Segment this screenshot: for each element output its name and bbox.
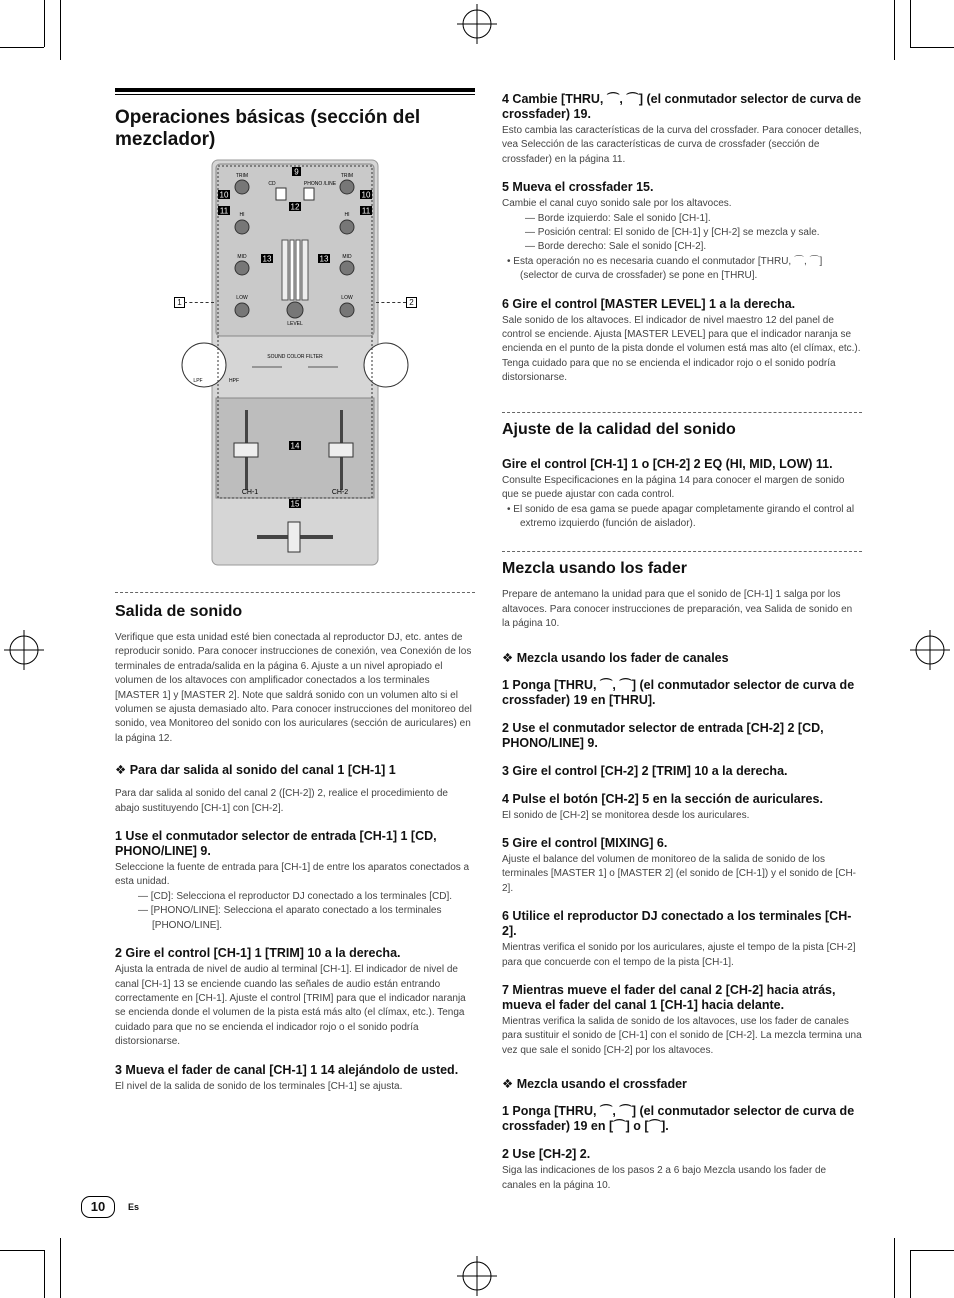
label-trim: TRIM [340, 173, 354, 179]
right-column [502, 92, 862, 1193]
step-heading: 2 Use el conmutador selector de entrada [CH-2] 2 [CD, PHONO/LINE] 9. [502, 720, 824, 750]
paragraph: Siga las indicaciones de los pasos 2 a 6 bajo Mezcla usando los fader de canales en la página 10. [502, 1165, 827, 1191]
registration-mark [457, 4, 497, 44]
step-heading: 6 Utilice el reproductor DJ conectado a los terminales [CH-2]. [502, 909, 852, 939]
left-column [115, 88, 475, 151]
callout-9: 9 [294, 167, 299, 177]
label-hpf: HPF [229, 378, 239, 384]
callout-10: 10 [219, 190, 229, 200]
language-code: Es [128, 1202, 140, 1212]
step-heading: Gire el control [CH-1] 1 o [CH-2] 2 EQ (HI, MID, LOW) 11. [502, 456, 833, 471]
label-sound-color-filter: SOUND COLOR FILTER [267, 354, 323, 360]
step-heading: 3 Mueva el fader de canal [CH-1] 1 14 alejándolo de usted. [115, 1062, 459, 1077]
label-ch1: CH-1 [241, 489, 259, 496]
step-heading: 1 Ponga [THRU, ⌒, ⌒] (el conmutador selector de curva de crossfader) 19 en [THRU]. [502, 677, 855, 707]
divider [502, 412, 862, 413]
divider [115, 592, 475, 593]
paragraph: Para dar salida al sonido del canal 2 ([CH-2]) 2, realice el procedimiento de abajo sustituyendo [CH-1] con [CH-2]. [115, 788, 448, 814]
bullet-item: • Esta operación no es necesaria cuando el conmutador [THRU, ⌒, ⌒] (selector de curva de crossfader) se pone en [THRU]. [507, 255, 823, 282]
step-heading: 7 Mientras mueve el fader del canal 2 [CH-2] hacia atrás, mueva el fader del canal 1 [CH-1] hacia delante. [502, 982, 836, 1012]
divider [502, 551, 862, 552]
list-item: — Borde derecho: Sale el sonido [CH-2]. [525, 241, 707, 253]
step-heading: 6 Gire el control [MASTER LEVEL] 1 a la derecha. [502, 296, 796, 311]
subsection-title: ❖ Para dar salida al sonido del canal 1 [CH-1] 1 [115, 763, 396, 778]
list-item: — Borde izquierdo: Sale el sonido [CH-1]. [525, 212, 711, 224]
callout-13: 13 [262, 254, 272, 264]
title-rule [115, 88, 475, 95]
step-heading: 2 Use [CH-2] 2. [502, 1147, 591, 1162]
label-low: LOW [236, 295, 248, 301]
registration-mark [457, 1256, 497, 1296]
paragraph: Sale sonido de los altavoces. El indicador de nivel maestro 12 del panel de control se enciende. Ajusta [MASTER LEVEL] para que el indicador naranja se encienda en el punto de la pista donde el volumen está mas alto (el clímax, etc.). Tenga cuidado para que no se encienda el indicador rojo o el sonido podría distorsionarse. [502, 314, 861, 384]
callout-13: 13 [319, 254, 329, 264]
paragraph: Seleccione la fuente de entrada para [CH-1] de entre los aparatos conectados a esta unidad. [115, 862, 470, 888]
label-hi: HI [239, 212, 245, 218]
callout-1: 1 [174, 297, 185, 308]
subsection-title: ❖ Mezcla usando los fader de canales [502, 650, 729, 665]
bullet-item: • El sonido de esa gama se puede apagar completamente girando el control al extremo izquierdo (función de aislador). [507, 503, 855, 529]
list-item: — [CD]: Selecciona el reproductor DJ conectado a los terminales [CD]. [138, 890, 453, 902]
callout-11: 11 [361, 206, 371, 216]
step-heading: 1 Ponga [THRU, ⌒, ⌒] (el conmutador selector de curva de crossfader) 19 en [⌒] o [⌒]. [502, 1104, 855, 1134]
salida-section [115, 592, 475, 1094]
callout-10: 10 [361, 190, 371, 200]
section-title: Ajuste de la calidad del sonido [502, 420, 736, 438]
label-hi: HI [344, 212, 350, 218]
list-item: — Posición central: El sonido de [CH-1] y [CH-2] se mezcla y sale. [525, 227, 820, 239]
section-title: Salida de sonido [115, 603, 243, 620]
step-heading: 5 Mueva el crossfader 15. [502, 180, 654, 195]
mixer-diagram [193, 160, 378, 565]
label-lpf: LPF [193, 378, 203, 384]
paragraph: Ajusta la entrada de nivel de audio al terminal [CH-1]. El indicador de nivel de canal [CH-1] 13 se enciende cuando las señales de audio están entrando correctamente en [CH-1]. Ajuste el control [TRIM] para que el indicador naranja se encienda donde el volumen de la pista está más alto (el clímax, etc.). Tenga cuidado para que no se encienda el indicador rojo o el sonido podría distorsionarse. [115, 964, 466, 1048]
callout-12: 12 [290, 202, 300, 212]
paragraph: Esto cambia las características de la curva del crossfader. Para conocer detalles, vea Selección de las características de curva de crossfader (sección de crossfader) en la página 11. [502, 125, 862, 165]
step-heading: 3 Gire el control [CH-2] 2 [TRIM] 10 a la derecha. [502, 763, 788, 778]
label-trim: TRIM [235, 173, 249, 179]
callout-14: 14 [290, 441, 300, 451]
paragraph: Cambie el canal cuyo sonido sale por los altavoces. [502, 198, 732, 210]
section-title: Mezcla usando los fader [502, 560, 687, 578]
callout-11: 11 [219, 206, 229, 216]
step-heading: 2 Gire el control [CH-1] 1 [TRIM] 10 a la derecha. [115, 946, 401, 961]
paragraph: Prepare de antemano la unidad para que el sonido de [CH-1] 1 salga por los altavoces. Para conocer instrucciones de preparación, vea Salida de sonido en la página 10. [502, 589, 853, 630]
callout-15: 15 [290, 499, 300, 509]
label-mid: MID [342, 254, 352, 260]
paragraph: Consulte Especificaciones en la página 14 para conocer el margen de sonido que se puede ajustar con cada control. [502, 474, 845, 501]
paragraph: Ajuste el balance del volumen de monitoreo de la salida de sonido de los terminales [MASTER 1] o [MASTER 2] (el sonido de [CH-1]) y el sonido de [CH-2]. [502, 853, 857, 894]
label-low: LOW [341, 295, 353, 301]
callout-2: 2 [406, 297, 417, 308]
label-phono: PHONO /LINE [303, 181, 337, 187]
paragraph: El sonido de [CH-2] se monitorea desde los auriculares. [502, 809, 750, 821]
registration-mark [910, 630, 950, 670]
paragraph: Mientras verifica el sonido por los auriculares, ajuste el tempo de la pista [CH-2] para que concuerde con el tempo de la pista [CH-1]. [502, 942, 856, 968]
paragraph: Mientras verifica la salida de sonido de los altavoces, use los fader de canales para sustituir el sonido de [CH-1] con el sonido de [CH-2]. La mezcla termina una vez que sale el sonido [CH-2] por los altavoces. [502, 1015, 862, 1056]
page-number: 10 [81, 1196, 115, 1218]
label-mid: MID [237, 254, 247, 260]
step-heading: 1 Use el conmutador selector de entrada [CH-1] 1 [CD, PHONO/LINE] 9. [115, 829, 437, 859]
label-ch2: CH-2 [331, 489, 349, 496]
step-heading: 4 Pulse el botón [CH-2] 5 en la sección de auriculares. [502, 791, 823, 806]
subsection-title: ❖ Mezcla usando el crossfader [502, 1077, 687, 1092]
paragraph: El nivel de la salida de sonido de los terminales [CH-1] se ajusta. [115, 1080, 403, 1092]
list-item: — [PHONO/LINE]: Selecciona el aparato conectado a los terminales [PHONO/LINE]. [138, 905, 442, 931]
step-heading: 5 Gire el control [MIXING] 6. [502, 835, 668, 850]
label-cd: CD [268, 181, 276, 187]
step-heading: 4 Cambie [THRU, ⌒, ⌒] (el conmutador selector de curva de crossfader) 19. [502, 92, 862, 121]
paragraph: Verifique que esta unidad esté bien conectada al reproductor DJ, etc. antes de reproducir sonido. Para conocer instrucciones de conexión, vea Conexión de los terminales de entrada/salida en la página 6. Ajuste a un nivel apropiado el volumen de los altavoces con amplificador conectados a los terminales [MASTER 1] y [MASTER 2]. Note que saldrá sonido con un volumen alto si el volumen se ajusta demasiado alto. Para conocer instrucciones del monitoreo del sonido, vea Monitoreo del sonido con los auriculares (sección de auriculares) en la página 12. [115, 632, 472, 744]
label-level: LEVEL [287, 321, 303, 327]
registration-mark [4, 630, 44, 670]
page-title: Operaciones básicas (sección del mezclador) [115, 107, 421, 150]
